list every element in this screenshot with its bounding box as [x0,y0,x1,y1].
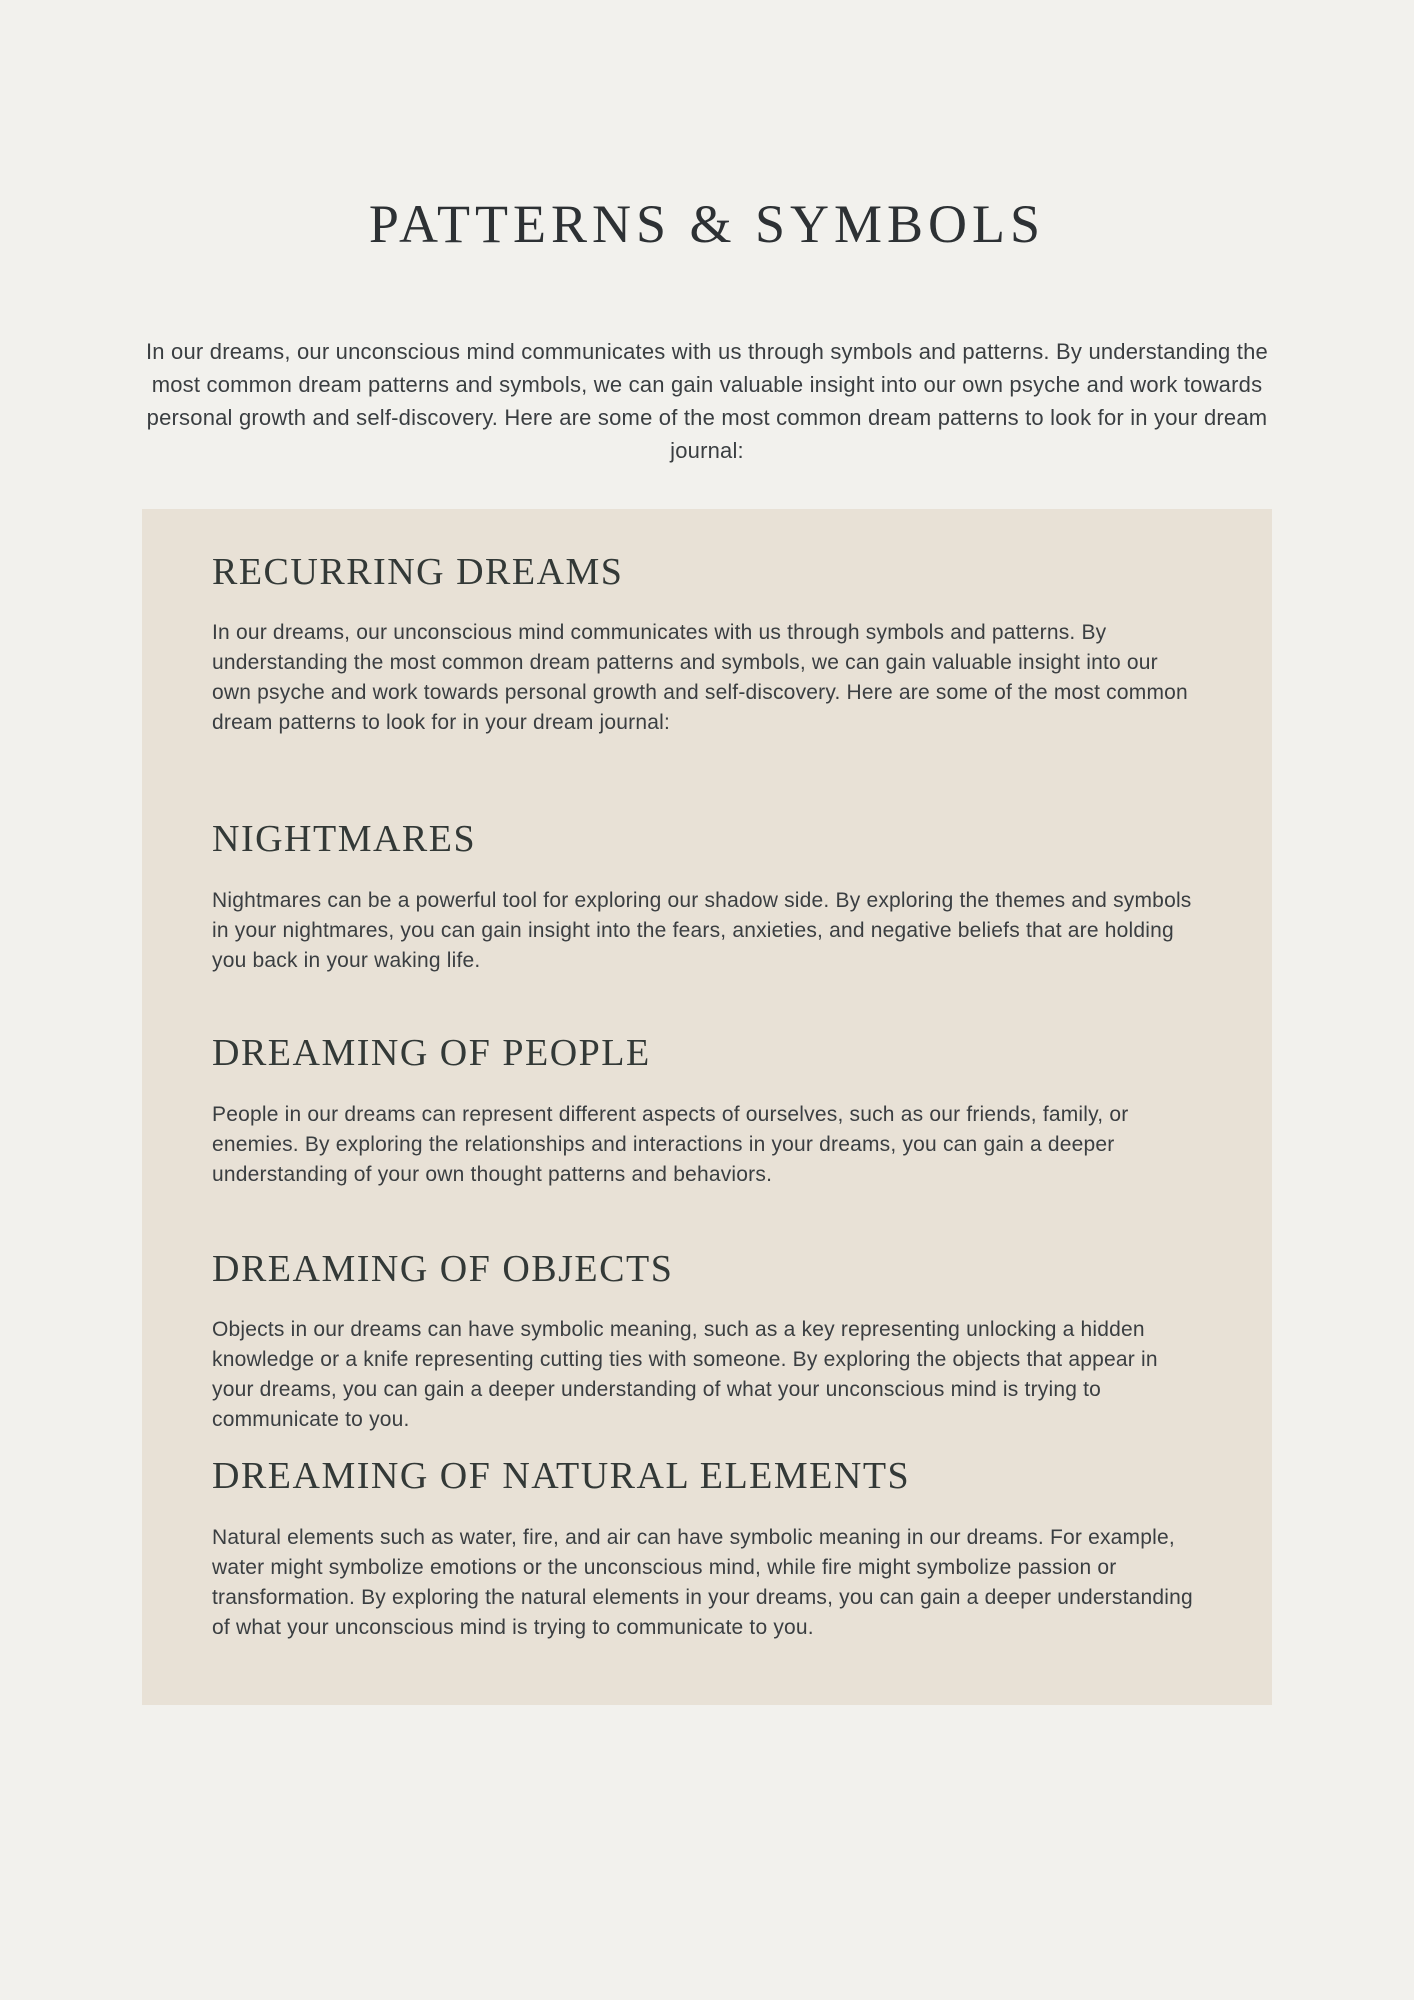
section-dreaming-of-natural-elements [212,1455,1202,1643]
section-body: Natural elements such as water, fire, and air can have symbolic meaning in our dreams. For example, water might symbolize emotions or the unconscious mind, while fire might symbolize passion or transformation. By exploring the natural elements in your dreams, you can gain a deeper understanding of what your unconscious mind is trying to communicate to you. [212,1526,1193,1640]
section-heading: RECURRING DREAMS [212,550,624,593]
section-recurring-dreams [212,551,1202,739]
section-body: In our dreams, our unconscious mind communicates with us through symbols and patterns. By understanding the most common dream patterns and symbols, we can gain valuable insight into our own psyche and work towards personal growth and self-discovery. Here are some of the most common dream patterns to look for in your dream journal: [212,621,1188,735]
section-body: People in our dreams can represent different aspects of ourselves, such as our friends, family, or enemies. By exploring the relationships and interactions in your dreams, you can gain a deeper understanding of your own thought patterns and behaviors. [212,1102,1129,1186]
section-dreaming-of-objects [212,1248,1202,1436]
section-heading: NIGHTMARES [212,818,477,861]
section-dreaming-of-people [212,1032,1202,1190]
section-heading: DREAMING OF NATURAL ELEMENTS [212,1455,911,1498]
section-nightmares [212,818,1202,976]
intro-paragraph: In our dreams, our unconscious mind communicates with us through symbols and patterns. By understanding the most common dream patterns and symbols, we can gain valuable insight into our own psyche and work towards personal growth and self-discovery. Here are some of the most common dream patterns to look for in your dream journal: [146,338,1268,463]
page-title: PATTERNS & SYMBOLS [368,194,1046,254]
section-heading: DREAMING OF PEOPLE [212,1032,651,1075]
section-body: Nightmares can be a powerful tool for exploring our shadow side. By exploring the themes and symbols in your nightmares, you can gain insight into the fears, anxieties, and negative beliefs that are holding you back in your waking life. [212,889,1192,973]
section-heading: DREAMING OF OBJECTS [212,1247,674,1290]
sections-panel [142,509,1272,1705]
section-body: Objects in our dreams can have symbolic meaning, such as a key representing unlocking a hidden knowledge or a knife representing cutting ties with someone. By exploring the objects that appear in your dreams, you can gain a deeper understanding of what your unconscious mind is trying to communicate to you. [212,1318,1158,1432]
